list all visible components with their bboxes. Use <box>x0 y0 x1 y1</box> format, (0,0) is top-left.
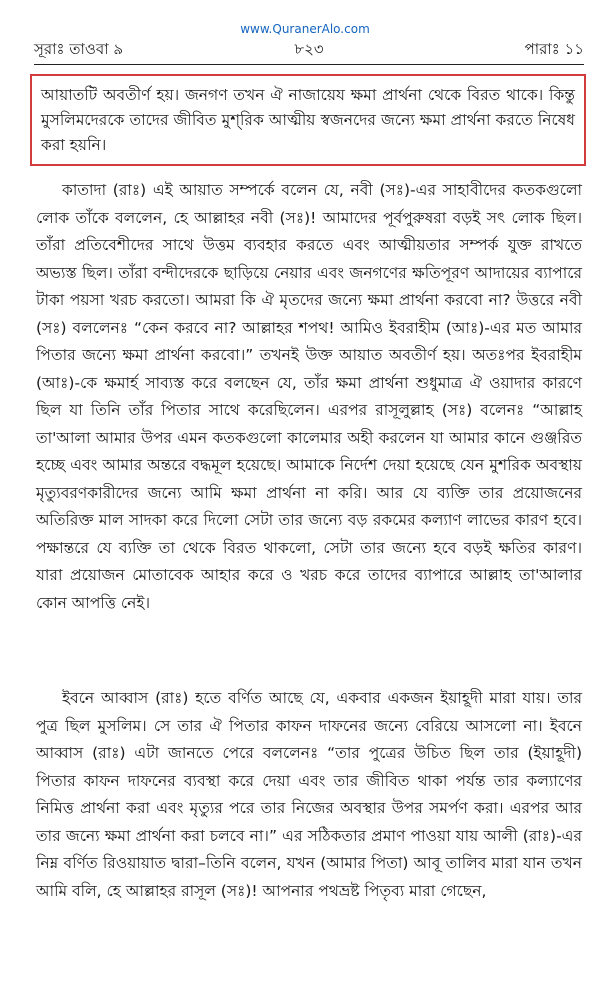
running-header <box>34 38 584 60</box>
body-paragraph-1: কাতাদা (রাঃ) এই আয়াত সম্পর্কে বলেন যে, নবী (সঃ)-এর সাহাবীদের কতকগুলো লোক তাঁকে বললেন, হে আল্লাহর নবী (সঃ)! আমাদের পূর্বপুরুষরা বড়ই সৎ লোক ছিল। তাঁরা প্রতিবেশীদের সাথে উত্তম ব্যবহার করতে এবং আত্মীয়তার সম্পর্ক যুক্ত রাখতে অভ্যস্ত ছিল। তাঁরা বন্দীদেরকে ছাড়িয়ে নেয়ার এবং জনগণের ক্ষতিপূরণ আদায়ের ব্যাপারে টাকা পয়সা খরচ করতো। আমরা কি ঐ মৃতদের জন্যে ক্ষমা প্রার্থনা করবো না? উত্তরে নবী (সঃ) বললেনঃ “কেন করবে না? আল্লাহর শপথ! আমিও ইবরাহীম (আঃ)-এর মত আমার পিতার জন্যে ক্ষমা প্রার্থনা করবো।” তখনই উক্ত আয়াত অবতীর্ণ হয়। অতঃপর ইবরাহীম (আঃ)-কে ক্ষমার্হ সাব্যস্ত করে বলছেন যে, তাঁর ক্ষমা প্রার্থনা শুধুমাত্র ঐ ওয়াদার কারণে ছিল যা তিনি তাঁর পিতার সাথে করেছিলেন। এরপর রাসূলুল্লাহ (সঃ) বলেনঃ “আল্লাহ তা'আলা আমার উপর এমন কতকগুলো কালেমার অহী করলেন যা আমার কানে গুঞ্জরিত হচ্ছে এবং আমার অন্তরে বদ্ধমূল হয়েছে। আমাকে নির্দেশ দেয়া হয়েছে যেন মুশরিক অবস্থায় মৃত্যুবরণকারীদের জন্যে আমি ক্ষমা প্রার্থনা না করি। আর যে ব্যক্তি তার প্রয়োজনের অতিরিক্ত মাল সাদকা করে দিলো সেটা তার জন্যে বড় রকমের কল্যাণ লাভের কারণ হবে। পক্ষান্তরে যে ব্যক্তি তা থেকে বিরত থাকলো, সেটা তার জন্যে হবে বড়ই ক্ষতির কারণ। যারা প্রয়োজন মোতাবেক আহার করে ও খরচ করে তাদের ব্যাপারে আল্লাহ তা'আলার কোন আপত্তি নেই। <box>36 181 582 612</box>
body-paragraph-2: ইবনে আব্বাস (রাঃ) হতে বর্ণিত আছে যে, একবার একজন ইয়াহূদী মারা যায়। তার পুত্র ছিল মুসলিম। সে তার ঐ পিতার কাফন দাফনের জন্যে বেরিয়ে আসলো না। ইবনে আব্বাস (রাঃ) এটা জানতে পেরে বললেনঃ “তার পুত্রের উচিত ছিল তার (ইয়াহূদী) পিতার কাফন দাফনের ব্যবস্থা করে দেয়া এবং তার জীবিত থাকা পর্যন্ত তার কল্যাণের নিমিত্ত প্রার্থনা করা এবং মৃত্যুর পরে তার নিজের অবস্থার উপর সমর্পণ করা। এরপর আর তার জন্যে ক্ষমা প্রার্থনা করা চলবে না।” এর সঠিকতার প্রমাণ পাওয়া যায় আলী (রাঃ)-এর নিম্ন বর্ণিত রিওয়ায়াত দ্বারা–তিনি বলেন, যখন (আমার পিতা) আবূ তালিব মারা যান তখন আমি বলি, হে আল্লাহর রাসূল (সঃ)! আপনার পথভ্রষ্ট পিতৃব্য মারা গেছেন, <box>36 689 582 900</box>
surah-title: সূরাঃ তাওবা ৯ <box>34 40 124 58</box>
note-text: আয়াতটি অবতীর্ণ হয়। জনগণ তখন ঐ নাজায়েয ক্ষমা প্রার্থনা থেকে বিরত থাকে। কিন্তু মুসলিমদেরকে তাদের জীবিত মুশ্‌রিক আত্মীয় স্বজনদের জন্যে ক্ষমা প্রার্থনা করতে নিষেধ করা হয়নি। <box>41 86 575 154</box>
highlighted-note-box <box>30 74 586 166</box>
para-label: পারাঃ ১১ <box>524 40 584 58</box>
site-url-link[interactable]: www.QuranerAlo.com <box>240 22 370 36</box>
header-divider <box>34 64 584 65</box>
page-number: ৮২৩ <box>294 40 324 58</box>
